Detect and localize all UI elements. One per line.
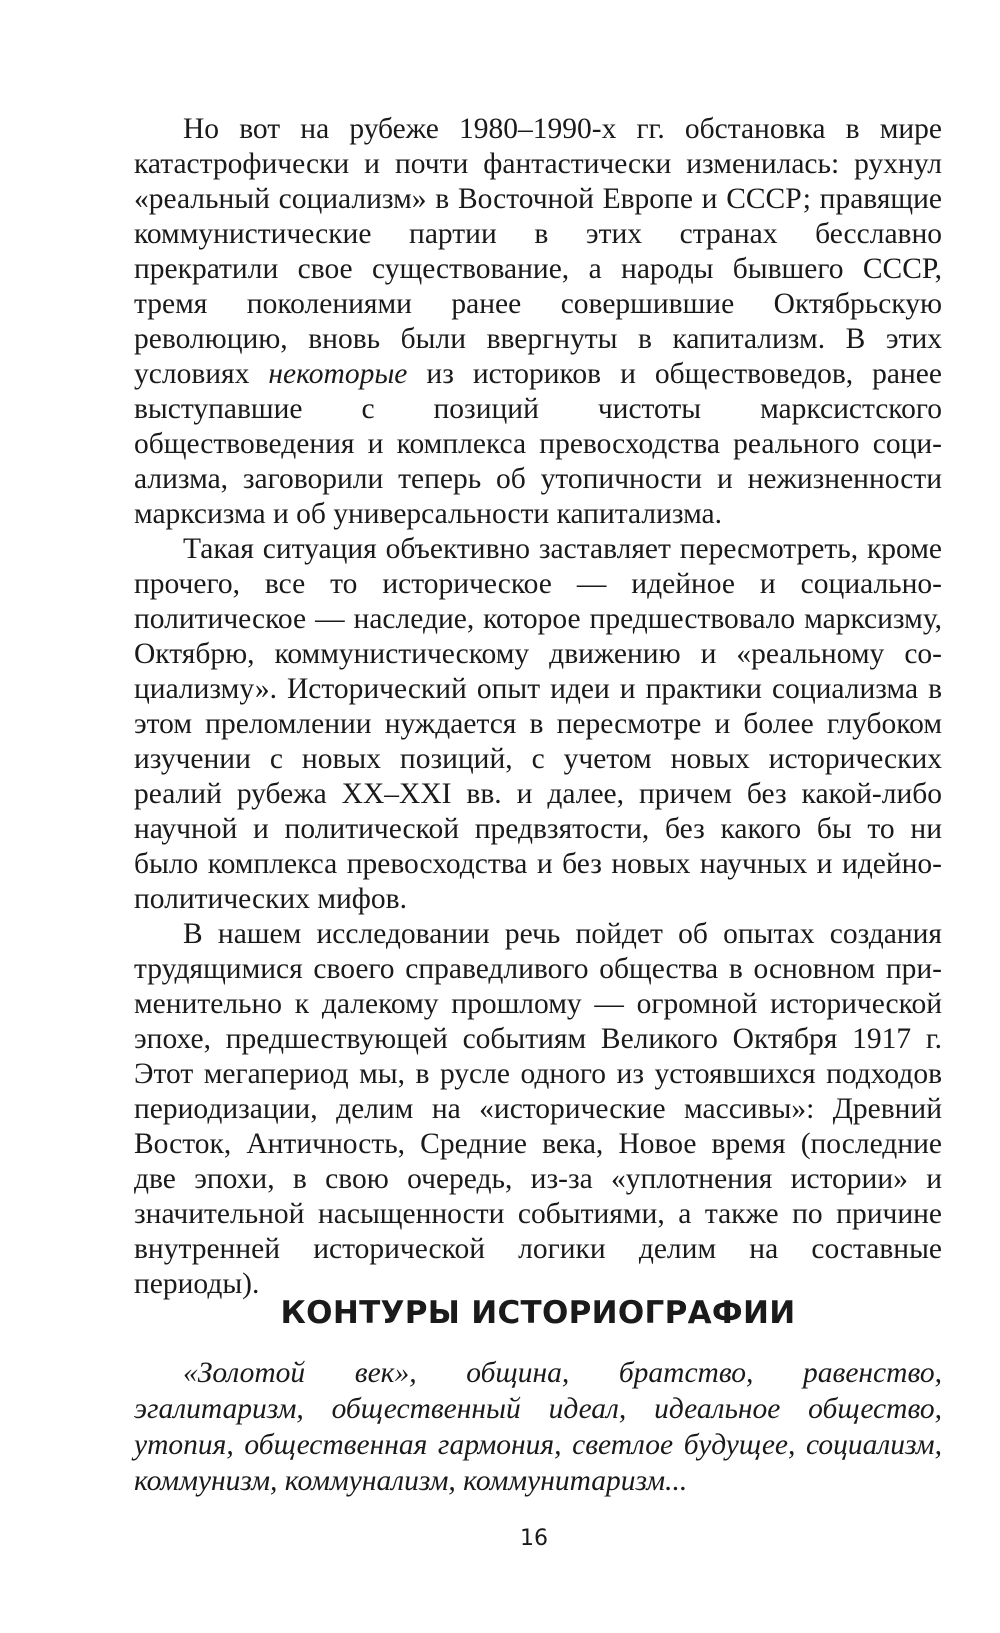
body-text xyxy=(134,112,942,1302)
paragraph-1 xyxy=(134,112,942,532)
page-number: 16 xyxy=(520,1526,548,1551)
section-epigraph: «Золотой век», община, братство, равенство, эгалитаризм, общественный идеал, идеальное общество, утопия, общественная гармония, светлое будущее, социализм, коммунизм, коммунализм, коммунитаризм... xyxy=(134,1357,942,1497)
paragraph-3: В нашем исследовании речь пойдет об опытах создания трудящимися своего справедливого общества в основном применительно к далекому прошлому — огромной исторической эпохе, предшествующей событиям Великого Октября 1917 г. Этот мегапериод мы, в русле одного из устоявшихся подходов периодизации, делим на «исторические массивы»: Древний Восток, Античность, Средние века, Новое время (последние две эпохи, в свою очередь, из-за «уплотнения истории» и значительной насыщенности событиями, а также по причине внутренней исторической логики делим на составные периоды). xyxy=(134,918,942,1300)
paragraph-1-part-1: Но вот на рубеже 1980–1990-х гг. обстановка в мире катастрофически и почти фантастически изменилась: рухнул «реальный социализм» в Восточной Европе и СССР; правящие коммунистические партии в этих странах бесславно прекратили свое существование, а народы бывшего СССР, тремя поколениями ранее совершившие Октябрьскую революцию, вновь были ввергнуты в капитализм. В этих условиях xyxy=(134,113,942,390)
paragraph-2: Такая ситуация объективно заставляет пересмотреть, кроме прочего, все то историческое — идейное и социально-политическое — наследие, которое предшествовало марксизму, Октябрю, коммунистическому движению и «реальному социализму». Исторический опыт идеи и практики социализма в этом преломлении нуждается в пересмотре и более глубоком изучении с новых позиций, с учетом новых исторических реалий рубежа XX–XXI вв. и далее, причем без какой-либо научной и политической предвзятости, без какого бы то ни было комплекса превосходства и без новых научных и идейно-политических мифов. xyxy=(134,533,942,915)
section-heading: КОНТУРЫ ИСТОРИОГРАФИИ xyxy=(280,1295,796,1331)
emphasized-word: некоторые xyxy=(268,358,408,390)
paragraph-1-part-2: из историков и обществоведов, ранее выступавшие с позиций чистоты марксистского обществоведения и комплекса превосходства реального социализма, заговорили теперь об утопичности и нежизненности марксизма и об универсальности капитализма. xyxy=(134,358,942,530)
